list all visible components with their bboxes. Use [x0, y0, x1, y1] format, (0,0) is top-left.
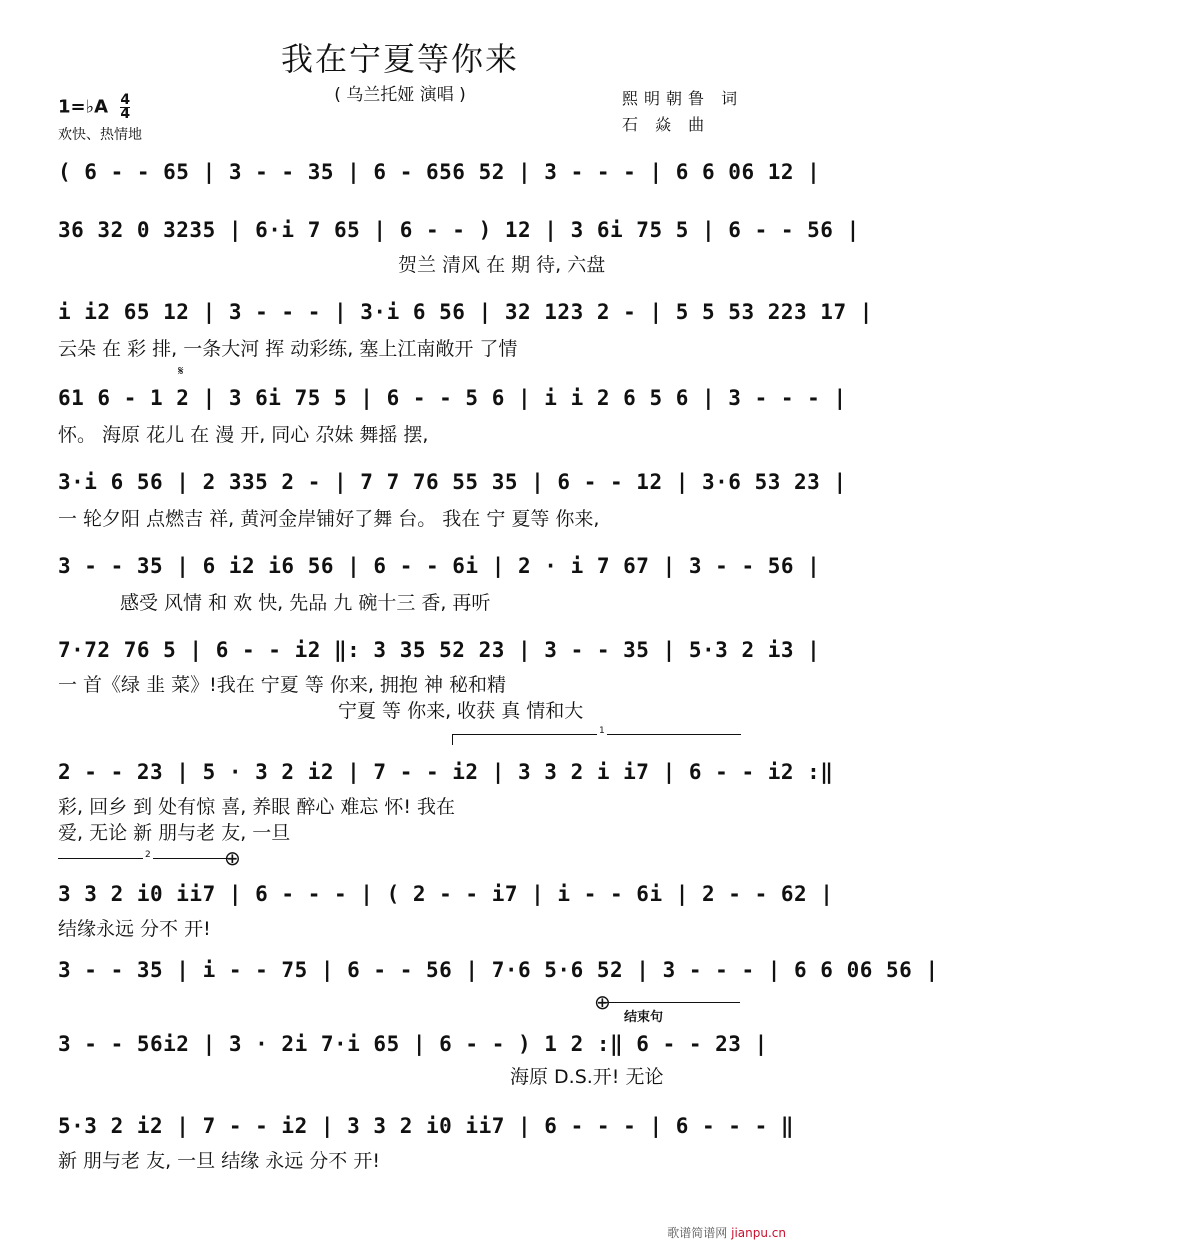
lyrics-7a: 一 首《绿 韭 菜》!我在 宁夏 等 你来, 拥抱 神 秘和精 [58, 674, 507, 696]
volta-bracket-1 [452, 726, 741, 745]
notes-7: 7·72 76 5 | 6 - - i2 ‖: 3 35 52 23 | 3 - - 35 | 5·3 2 i3 | [58, 638, 821, 662]
lyrics-2: 贺兰 清风 在 期 待, 六盘 [398, 254, 606, 276]
time-signature [120, 94, 130, 121]
notes-6: 3 - - 35 | 6 i2 i6 56 | 6 - - 6i | 2 · i 7 67 | 3 - - 56 | [58, 554, 821, 578]
notes-8: 2 - - 23 | 5 · 3 2 i2 | 7 - - i2 | 3 3 2 i i7 | 6 - - i2 :‖ [58, 760, 834, 784]
notes-12: 5·3 2 i2 | 7 - - i2 | 3 3 2 i0 ii7 | 6 - - - | 6 - - - ‖ [58, 1114, 795, 1138]
lyrics-3: 云朵 在 彩 排, 一条大河 挥 动彩练, 塞上江南敞开 了情 [58, 338, 518, 360]
site-name: 歌谱简谱网 [667, 1226, 728, 1240]
staff-line-12 [58, 1110, 795, 1138]
staff-line-8 [58, 756, 834, 784]
staff-line-1 [58, 156, 821, 184]
time-top: 4 [120, 92, 131, 108]
notes-9: 3 3 2 i0 ii7 | 6 - - - | ( 2 - - i7 | i - - 6i | 2 - - 62 | [58, 882, 834, 906]
ending-label: 结束句 [624, 1010, 664, 1025]
staff-line-4 [58, 382, 847, 410]
lyrics-6: 感受 风情 和 欢 快, 先品 九 碗十三 香, 再听 [120, 592, 491, 614]
composer-credit: 石 焱 曲 [622, 115, 711, 134]
lyrics-11: 海原 D.S.开! 无论 [510, 1066, 664, 1088]
notes-11: 3 - - 56i2 | 3 · 2i 7·i 65 | 6 - - ) 1 2 :‖ 6 - - 23 | [58, 1032, 768, 1056]
tempo-marking: 欢快、热情地 [58, 127, 142, 143]
staff-line-2 [58, 214, 860, 242]
key-signature [58, 94, 130, 121]
staff-line-7 [58, 634, 821, 662]
lyrics-9: 结缘永远 分不 开! [58, 918, 211, 940]
segno-icon: 𝄋 [178, 364, 184, 379]
lyrics-4: 怀。 海原 花儿 在 漫 开, 同心 尕妹 舞摇 摆, [58, 424, 429, 446]
coda-icon-end: ⊕ [594, 990, 611, 1014]
notes-5: 3·i 6 56 | 2 335 2 - | 7 7 76 55 35 | 6 - - 12 | 3·6 53 23 | [58, 470, 847, 494]
lyrics-8b: 爱, 无论 新 朋与老 友, 一旦 [58, 822, 291, 844]
time-bottom: 4 [120, 106, 131, 122]
volta-1-label: 1 [599, 726, 605, 736]
lyricist-credit: 熙明朝鲁 词 [622, 89, 744, 108]
staff-line-9 [58, 878, 834, 906]
staff-line-3 [58, 296, 873, 324]
notes-10: 3 - - 35 | i - - 75 | 6 - - 56 | 7·6 5·6 52 | 3 - - - | 6 6 06 56 | [58, 958, 939, 982]
notes-2: 36 32 0 3235 | 6·i 7 65 | 6 - - ) 12 | 3 6i 75 5 | 6 - - 56 | [58, 218, 860, 242]
lyrics-8a: 彩, 回乡 到 处有惊 喜, 养眼 醉心 难忘 怀! 我在 [58, 796, 456, 818]
notes-3: i i2 65 12 | 3 - - - | 3·i 6 56 | 32 123 2 - | 5 5 53 223 17 | [58, 300, 873, 324]
notes-1: ( 6 - - 65 | 3 - - 35 | 6 - 656 52 | 3 - - - | 6 6 06 12 | [58, 160, 821, 184]
staff-line-5 [58, 466, 847, 494]
staff-line-6 [58, 550, 821, 578]
performer-credit: ( 乌兰托娅 演唱 ) [334, 85, 466, 105]
volta-bracket-2 [58, 850, 228, 869]
site-watermark [667, 1224, 786, 1241]
key-label: 1=♭A [58, 96, 109, 118]
volta-2-label: 2 [145, 850, 151, 860]
lyrics-5: 一 轮夕阳 点燃吉 祥, 黄河金岸铺好了舞 台。 我在 宁 夏等 你来, [58, 508, 600, 530]
ending-bracket [604, 1002, 740, 1003]
notes-4: 61 6 - 1 2 | 3 6i 75 5 | 6 - - 5 6 | i i 2 6 5 6 | 3 - - - | [58, 386, 847, 410]
lyrics-7b: 宁夏 等 你来, 收获 真 情和大 [338, 700, 584, 722]
site-url: jianpu.cn [731, 1226, 786, 1240]
lyrics-12: 新 朋与老 友, 一旦 结缘 永远 分不 开! [58, 1150, 380, 1172]
staff-line-10 [58, 954, 939, 982]
staff-line-11 [58, 1028, 768, 1056]
coda-icon: ⊕ [224, 846, 241, 870]
song-title: 我在宁夏等你来 [280, 40, 519, 78]
